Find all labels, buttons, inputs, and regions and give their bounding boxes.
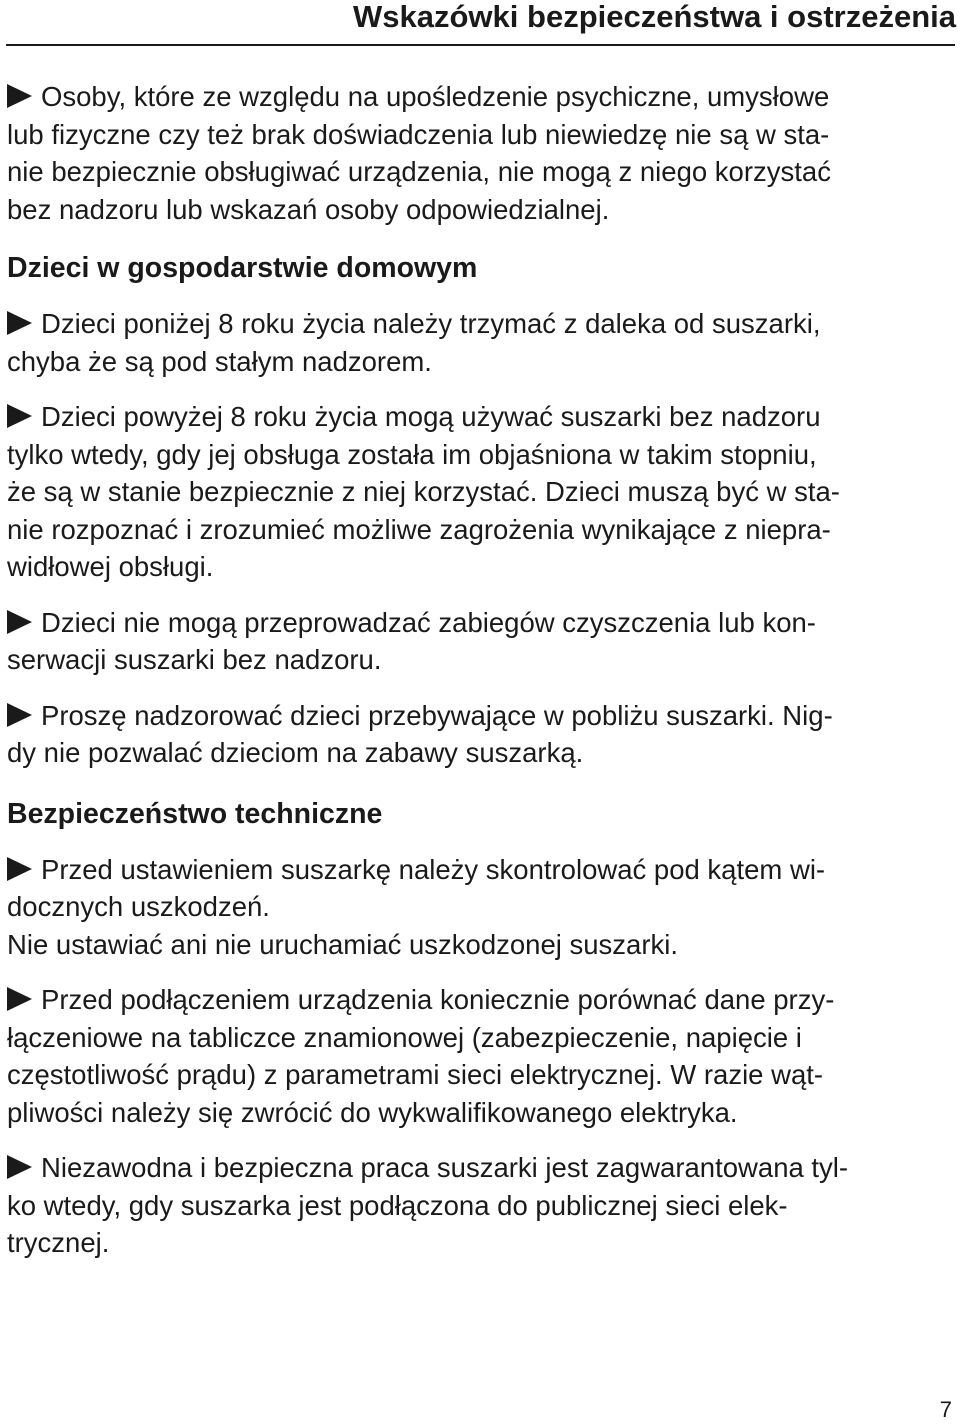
triangle-right-icon [7,404,32,428]
text-line [7,78,942,116]
children-item-2 [7,398,942,586]
text-line: częstotliwość prądu) z parametrami sieci elektrycznej. W razie wąt- [7,1059,824,1090]
page-header-title: Wskazówki bezpieczeństwa i ostrzeżenia [353,0,956,34]
section-heading-technical: Bezpieczeństwo techniczne [7,797,383,830]
technical-item-1 [7,851,942,964]
intro-paragraph [7,78,942,228]
section-heading-children: Dzieci w gospodarstwie domowym [7,252,478,284]
text-span: Proszę nadzorować dzieci przebywające w pobliżu suszarki. Nig- [41,699,833,731]
triangle-right-icon [7,610,32,634]
text-line [7,981,942,1019]
text-line: że są w stanie bezpiecznie z niej korzystać. Dzieci muszą być w sta- [7,476,840,507]
text-line [7,1149,942,1187]
text-span: Dzieci nie mogą przeprowadzać zabiegów czyszczenia lub kon- [41,606,816,638]
children-item-4 [7,697,942,772]
children-item-1 [7,305,942,380]
text-line: docznych uszkodzeń. [7,891,270,922]
text-line: łączeniowe na tabliczce znamionowej (zabezpieczenie, napięcie i [7,1021,802,1053]
header-divider [6,44,955,46]
text-line: serwacji suszarki bez nadzoru. [7,644,382,675]
text-line: tylko wtedy, gdy jej obsługa została im objaśniona w takim stopniu, [7,438,817,470]
text-span: Dzieci poniżej 8 roku życia należy trzymać z daleka od suszarki, [41,308,821,339]
page-number: 7 [939,1397,952,1422]
text-line [7,851,942,889]
triangle-right-icon [7,987,32,1011]
text-line [7,398,942,436]
triangle-right-icon [7,703,32,727]
text-span: Przed podłączeniem urządzenia koniecznie porównać dane przy- [41,984,835,1015]
text-line [7,697,942,735]
text-line [7,604,942,642]
text-line: nie bezpiecznie obsługiwać urządzenia, nie mogą z niego korzystać [7,156,831,187]
text-line: widłowej obsługi. [7,551,214,582]
text-line: ko wtedy, gdy suszarka jest podłączona do publicznej sieci elek- [7,1189,788,1221]
triangle-right-icon [7,1155,32,1179]
text-line: dy nie pozwalać dzieciom na zabawy suszarką. [7,737,584,768]
text-span: Niezawodna i bezpieczna praca suszarki jest zagwarantowana tyl- [41,1152,849,1183]
triangle-right-icon [7,857,32,881]
text-line: bez nadzoru lub wskazań osoby odpowiedzialnej. [7,193,610,225]
text-span: Przed ustawieniem suszarkę należy skontrolować pod kątem wi- [41,853,826,885]
text-line: chyba że są pod stałym nadzorem. [7,345,432,377]
technical-item-3 [7,1149,942,1262]
technical-item-2 [7,981,942,1131]
text-line: lub fizyczne czy też brak doświadczenia lub niewiedzę nie są w sta- [7,118,830,150]
triangle-right-icon [7,311,32,335]
text-span: Dzieci powyżej 8 roku życia mogą używać suszarki bez nadzoru [41,401,821,432]
triangle-right-icon [7,84,32,108]
text-line: trycznej. [7,1227,110,1258]
text-span: Osoby, które ze względu na upośledzenie psychiczne, umysłowe [41,81,830,112]
document-body [7,78,942,1262]
text-line: pliwości należy się zwrócić do wykwalifikowanego elektryka. [7,1096,738,1128]
text-line: Nie ustawiać ani nie uruchamiać uszkodzonej suszarki. [7,928,679,960]
children-item-3 [7,604,942,679]
text-line: nie rozpoznać i zrozumieć możliwe zagrożenia wynikające z niepra- [7,513,831,545]
text-line [7,305,942,343]
